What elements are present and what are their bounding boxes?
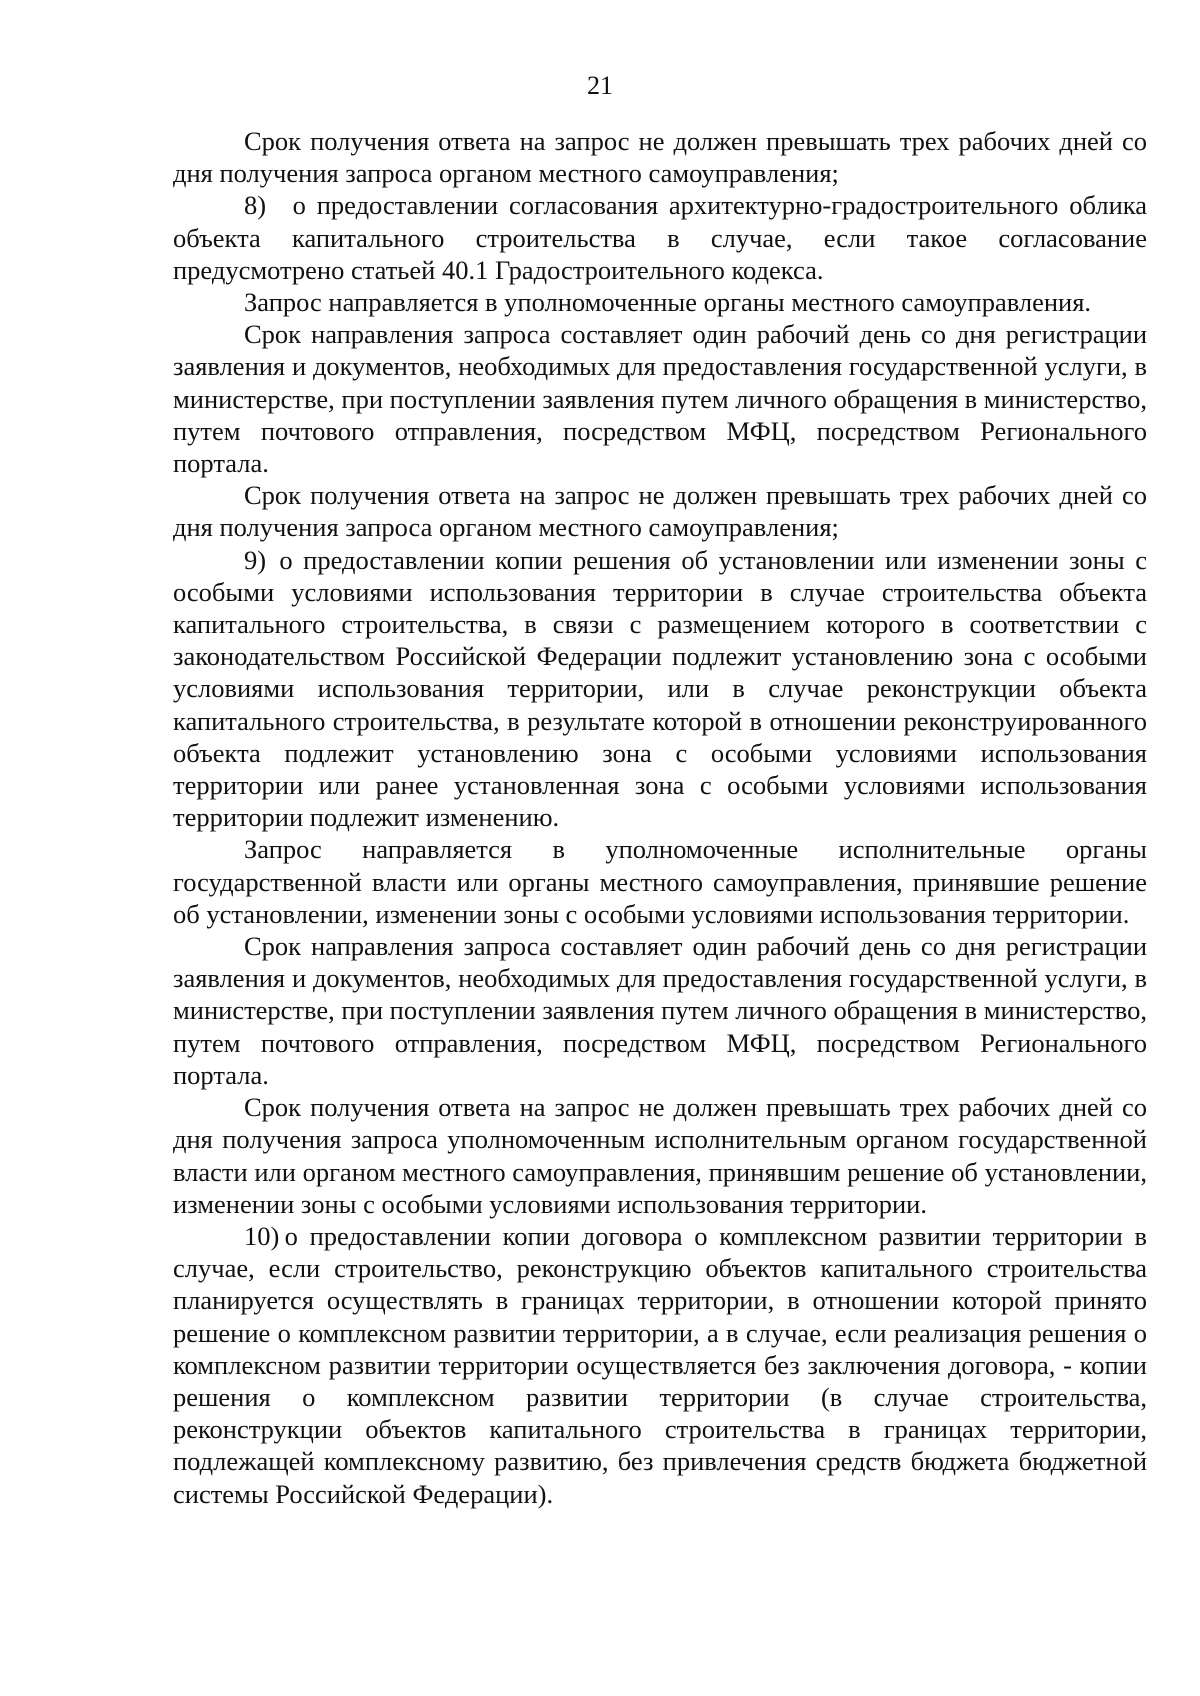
- document-body: [173, 125, 1147, 1510]
- paragraph-item-8: 8) о предоставлении согласования архитектурно-градостроительного облика объекта капитального строительства в случае, если такое согласование предусмотрено статьей 40.1 Градостроительного кодекса.: [173, 190, 1147, 285]
- paragraph-term-sending-2: Срок направления запроса составляет один рабочий день со дня регистрации заявления и документов, необходимых для предоставления государственной услуги, в министерстве, при поступлении заявления путем личного обращения в министерство, путем почтового отправления, посредством МФЦ, посредством Регионального портала.: [173, 931, 1147, 1090]
- paragraph-item-10: 10) о предоставлении копии договора о комплексном развитии территории в случае, если строительство, реконструкцию объектов капитального строительства планируется осуществлять в границах территории, в отношении которой принято решение о комплексном развитии территории, а в случае, если реализация решения о комплексном развитии территории осуществляется без заключения договора, - копии решения о комплексном развитии территории (в случае строительства, реконструкции объектов капитального строительства в границах территории, подлежащей комплексному развитию, без привлечения средств бюджета бюджетной системы Российской Федерации).: [173, 1220, 1147, 1509]
- paragraph-request-recipient-1: Запрос направляется в уполномоченные органы местного самоуправления.: [244, 287, 1092, 318]
- paragraph-term-response-3: Срок получения ответа на запрос не должен превышать трех рабочих дней со дня получения запроса уполномоченным исполнительным органом государственной власти или органом местного самоуправления, принявшим решение об установлении, изменении зоны с особыми условиями использования территории.: [173, 1092, 1147, 1219]
- paragraph-term-sending-1: Срок направления запроса составляет один рабочий день со дня регистрации заявления и документов, необходимых для предоставления государственной услуги, в министерстве, при поступлении заявления путем личного обращения в министерство, путем почтового отправления, посредством МФЦ, посредством Регионального портала.: [173, 319, 1147, 479]
- paragraph-item-9: 9) о предоставлении копии решения об установлении или изменении зоны с особыми условиями использования территории в случае строительства объекта капитального строительства, в связи с размещением которого в соответствии с законодательством Российской Федерации подлежит установлению зона с особыми условиями использования территории, или в случае реконструкции объекта капитального строительства, в результате которой в отношении реконструированного объекта подлежит установлению зона с особыми условиями использования территории или ранее установленная зона с особыми условиями использования территории подлежит изменению.: [173, 544, 1147, 833]
- page-number: 21: [587, 71, 613, 100]
- paragraph-request-recipient-2: Запрос направляется в уполномоченные исполнительные органы государственной власти или органы местного самоуправления, принявшие решение об установлении, изменении зоны с особыми условиями использования территории.: [173, 834, 1147, 929]
- paragraph-term-response-1: Срок получения ответа на запрос не должен превышать трех рабочих дней со дня получения запроса органом местного самоуправления;: [173, 126, 1147, 189]
- paragraph-term-response-2: Срок получения ответа на запрос не должен превышать трех рабочих дней со дня получения запроса органом местного самоуправления;: [173, 480, 1147, 543]
